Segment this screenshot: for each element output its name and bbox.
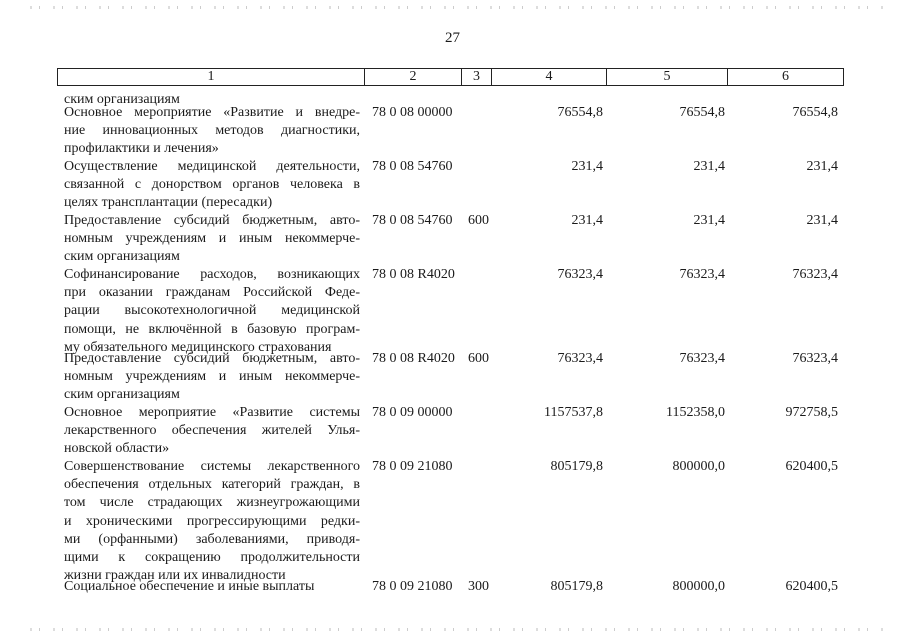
row-name-line: при оказании гражданам Российской Феде- — [64, 285, 360, 301]
row-name-line: рации высокотехнологичной медицинской — [64, 303, 360, 319]
row-name — [64, 578, 360, 596]
row-name-line: щими к сокращению продолжительности — [64, 550, 360, 566]
row-name-line: и хроническими прогрессирующими редки- — [64, 513, 360, 529]
row-value-col4: 76554,8 — [557, 105, 603, 120]
row-value-col6: 972758,5 — [785, 405, 838, 420]
row-value-col5: 76323,4 — [679, 267, 725, 282]
row-name-line: новской области» — [64, 441, 170, 457]
row-code: 78 0 08 54760 — [372, 159, 453, 174]
row-name-line: помощи, не включённой в базовую програм- — [64, 321, 360, 337]
table-header — [57, 68, 844, 86]
row-name-line: Предоставление субсидий бюджетным, авто- — [64, 351, 360, 366]
row-name-line: Совершенствование системы лекарственного — [64, 459, 360, 474]
row-name-line: ние инновационных методов диагностики, — [64, 123, 360, 139]
header-col-1: 1 — [58, 69, 365, 85]
row-value-col5: 800000,0 — [672, 459, 725, 474]
row-name-line: профилактики и лечения» — [64, 141, 219, 157]
row-name — [64, 458, 360, 585]
row-name-line: номным учреждениям и иным некоммерче- — [64, 369, 360, 385]
row-value-col4: 805179,8 — [550, 579, 603, 594]
row-value-col6: 76323,4 — [792, 267, 838, 282]
row-name-line: му обязательного медицинского страхования — [64, 339, 332, 355]
scan-artifact-top — [30, 6, 890, 9]
row-value-col5: 231,4 — [693, 213, 725, 228]
row-name-line: номным учреждениям и иным некоммерче- — [64, 231, 360, 247]
row-value-col4: 1157537,8 — [544, 405, 603, 420]
row-code: 78 0 08 R4020 — [372, 267, 455, 282]
row-name-line: обеспечения отдельных категорий граждан, в — [64, 477, 360, 493]
row-name-line: Основное мероприятие «Развитие системы — [64, 405, 360, 420]
header-col-6: 6 — [782, 69, 789, 84]
row-value-col6: 76554,8 — [792, 105, 838, 120]
row-name-line: ским организациям — [64, 249, 180, 265]
header-col-5: 5 — [607, 69, 728, 85]
row-name-line: ми (орфанными) заболеваниями, приводя- — [64, 531, 360, 547]
row-name-line: ским организациям — [64, 92, 180, 107]
scan-artifact-bottom — [30, 628, 890, 631]
row-name-line: лекарственного обеспечения жителей Улья- — [64, 423, 360, 439]
row-expense-type: 600 — [468, 213, 489, 228]
row-value-col6: 76323,4 — [792, 351, 838, 366]
row-name-line: Осуществление медицинской деятельности, — [64, 159, 360, 174]
row-value-col6: 231,4 — [806, 159, 838, 174]
row-value-col5: 231,4 — [693, 159, 725, 174]
row-value-col5: 76323,4 — [679, 351, 725, 366]
row-code: 78 0 09 21080 — [372, 459, 453, 474]
row-name — [64, 404, 360, 459]
row-name-line: Предоставление субсидий бюджетным, авто- — [64, 213, 360, 228]
row-value-col6: 231,4 — [806, 213, 838, 228]
row-name-line: Социальное обеспечение и иные выплаты — [64, 579, 315, 594]
header-col-2: 2 — [365, 69, 462, 85]
row-name-line: связанной с донорством органов человека в — [64, 177, 360, 193]
row-name-line: целях трансплантации (пересадки) — [64, 195, 273, 211]
row-name — [64, 350, 360, 405]
row-code: 78 0 08 00000 — [372, 105, 453, 120]
row-code: 78 0 08 R4020 — [372, 351, 455, 366]
row-code: 78 0 09 21080 — [372, 579, 453, 594]
header-col-4: 4 — [492, 69, 607, 85]
row-value-col4: 231,4 — [571, 213, 603, 228]
row-value-col4: 76323,4 — [557, 267, 603, 282]
row-name — [64, 266, 360, 357]
row-code: 78 0 09 00000 — [372, 405, 453, 420]
row-value-col5: 1152358,0 — [666, 405, 725, 420]
page-number: 27 — [445, 30, 460, 46]
row-name — [64, 104, 360, 159]
row-value-col4: 76323,4 — [557, 351, 603, 366]
row-value-col4: 231,4 — [571, 159, 603, 174]
row-value-col4: 805179,8 — [550, 459, 603, 474]
row-value-col6: 620400,5 — [785, 579, 838, 594]
row-code: 78 0 08 54760 — [372, 213, 453, 228]
header-col-3: 3 — [462, 69, 492, 85]
row-name-line: Основное мероприятие «Развитие и внедре- — [64, 105, 360, 120]
row-name-line: том числе страдающих жизнеугрожающими — [64, 495, 360, 511]
row-name — [64, 158, 360, 213]
row-expense-type: 300 — [468, 579, 489, 594]
row-name — [64, 212, 360, 267]
row-name-line: жизни граждан или их инвалидности — [64, 568, 286, 584]
row-name-line: ским организациям — [64, 387, 180, 403]
row-value-col5: 800000,0 — [672, 579, 725, 594]
row-name-line: Софинансирование расходов, возникающих — [64, 267, 360, 282]
row-expense-type: 600 — [468, 351, 489, 366]
row-value-col6: 620400,5 — [785, 459, 838, 474]
row-value-col5: 76554,8 — [679, 105, 725, 120]
